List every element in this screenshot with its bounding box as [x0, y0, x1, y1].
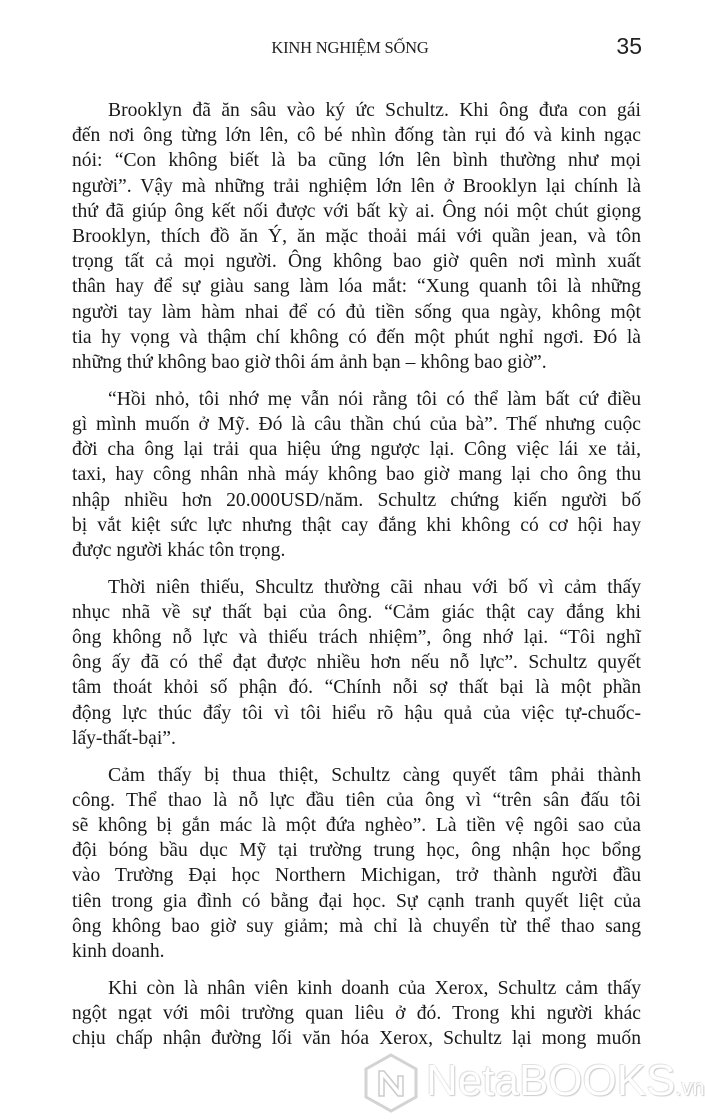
paragraph-4-line: Cảm thấy bị thua thiệt, Schultz càng quyết tâm phải thành: [108, 764, 641, 786]
paragraph-2-line: taxi, hay công nhân nhà máy không bao giờ mang lại cho ông thu: [72, 464, 641, 486]
paragraph-1-line: tia hy vọng và thậm chí không có đến một phút nghỉ ngơi. Đó là: [72, 326, 641, 348]
paragraph-3-line: lấy-thất-bại”.: [72, 727, 176, 749]
paragraph-5-line: chịu chấp nhận đường lối văn hóa Xerox, Schultz lại mong muốn: [72, 1028, 641, 1049]
paragraph-3-line: ông không nỗ lực và thiếu trách nhiệm”, ông nhớ lại. “Tôi nghĩ: [72, 627, 641, 648]
paragraph-1-line: người”. Vậy mà những trải nghiệm lớn lên ở Brooklyn lại chính là: [72, 175, 641, 197]
netabooks-watermark: [362, 1052, 705, 1114]
paragraph-1-line: thân hay để sự giàu sang làm lóa mắt: “Xung quanh tôi là những: [72, 276, 641, 298]
watermark-brand: NetaBOOKS: [426, 1056, 676, 1105]
watermark-text: [426, 1056, 705, 1106]
page-number: 35: [616, 33, 642, 59]
paragraph-1-line: thứ đã giúp ông kết nối được với bất kỳ ai. Ông nói một chút giọng: [72, 200, 641, 222]
paragraph-2-line: đời cha ông lại trải qua hiệu ứng ngược lại. Công việc lái xe tải,: [72, 439, 641, 461]
paragraph-5-line: ngột ngạt với môi trường quan liêu ở đó. Trong khi người khác: [72, 1002, 641, 1024]
paragraph-2-line: được người khác tôn trọng.: [72, 539, 286, 561]
paragraph-1-line: Brooklyn, thích đồ ăn Ý, ăn mặc thoải mái với quần jean, và tôn: [72, 226, 641, 247]
paragraph-4-line: kinh doanh.: [72, 940, 165, 962]
paragraph-2-line: “Hồi nhỏ, tôi nhớ mẹ vẫn nói rằng tôi có thể làm bất cứ điều: [108, 388, 641, 410]
paragraph-1-line: đến nơi ông từng lớn lên, cô bé nhìn đống tàn rụi đó và kinh ngạc: [72, 125, 641, 147]
paragraph-1-line: những thứ không bao giờ thôi ám ảnh bạn – không bao giờ”.: [72, 352, 547, 373]
paragraph-1-line: trọng tất cả mọi người. Ông không bao giờ quên nơi mình xuất: [72, 251, 641, 273]
paragraph-3-line: động lực thúc đẩy tôi vì tôi hiểu rõ hậu quả của việc tự-chuốc-: [72, 702, 641, 724]
paragraph-2-line: nhập nhiều hơn 20.000USD/năm. Schultz chứng kiến người bố: [72, 489, 641, 511]
paragraph-1-line: nói: “Con không biết là ba cũng lớn lên bình thường như mọi: [72, 150, 641, 172]
watermark-suffix: .vn: [675, 1075, 705, 1100]
paragraph-1-line: Brooklyn đã ăn sâu vào ký ức Schultz. Khi ông đưa con gái: [108, 100, 641, 121]
paragraph-3-line: ông ấy đã có thể đạt được nhiều hơn nếu nỗ lực”. Schultz quyết: [72, 652, 641, 674]
paragraph-3-line: tâm thoát khỏi số phận đó. “Chính nỗi sợ thất bại là một phần: [72, 677, 641, 699]
paragraph-2-line: bị vắt kiệt sức lực nhưng thật cay đắng khi không có cơ hội hay: [72, 514, 641, 536]
paragraph-4-line: ông không bao giờ suy giảm; mà chỉ là chuyển từ thể thao sang: [72, 915, 641, 937]
paragraph-4-line: đội bóng bầu dục Mỹ tại trường trung học, ông nhận học bổng: [72, 840, 641, 862]
paragraph-4-line: vào Trường Đại học Northern Michigan, trở thành người đầu: [72, 865, 641, 887]
paragraph-4-line: tiên trong gia đình có bằng đại học. Sự cạnh tranh quyết liệt của: [72, 890, 641, 912]
running-head-title: KINH NGHIỆM SỐNG: [271, 38, 429, 57]
paragraph-2-line: gì mình muốn ở Mỹ. Đó là câu thần chú của bà”. Thế nhưng cuộc: [72, 413, 641, 435]
paragraph-4-line: công. Thể thao là nỗ lực đầu tiên của ông vì “trên sân đấu tôi: [72, 789, 641, 811]
paragraph-5-line: Khi còn là nhân viên kinh doanh của Xerox, Schultz cảm thấy: [108, 977, 641, 999]
paragraph-1-line: người tay làm hàm nhai để có đủ tiền sống qua ngày, không một: [72, 301, 641, 323]
paragraph-3-line: Thời niên thiếu, Shcultz thường cãi nhau với bố vì cảm thấy: [108, 576, 641, 598]
paragraph-3-line: nhục nhã về sự thất bại của ông. “Cảm giác thật cay đắng khi: [72, 601, 641, 623]
hexagon-n-logo-icon: [362, 1052, 420, 1114]
paragraph-4-line: sẽ không bị gắn mác là một đứa nghèo”. Là tiền vệ ngôi sao của: [72, 814, 641, 836]
